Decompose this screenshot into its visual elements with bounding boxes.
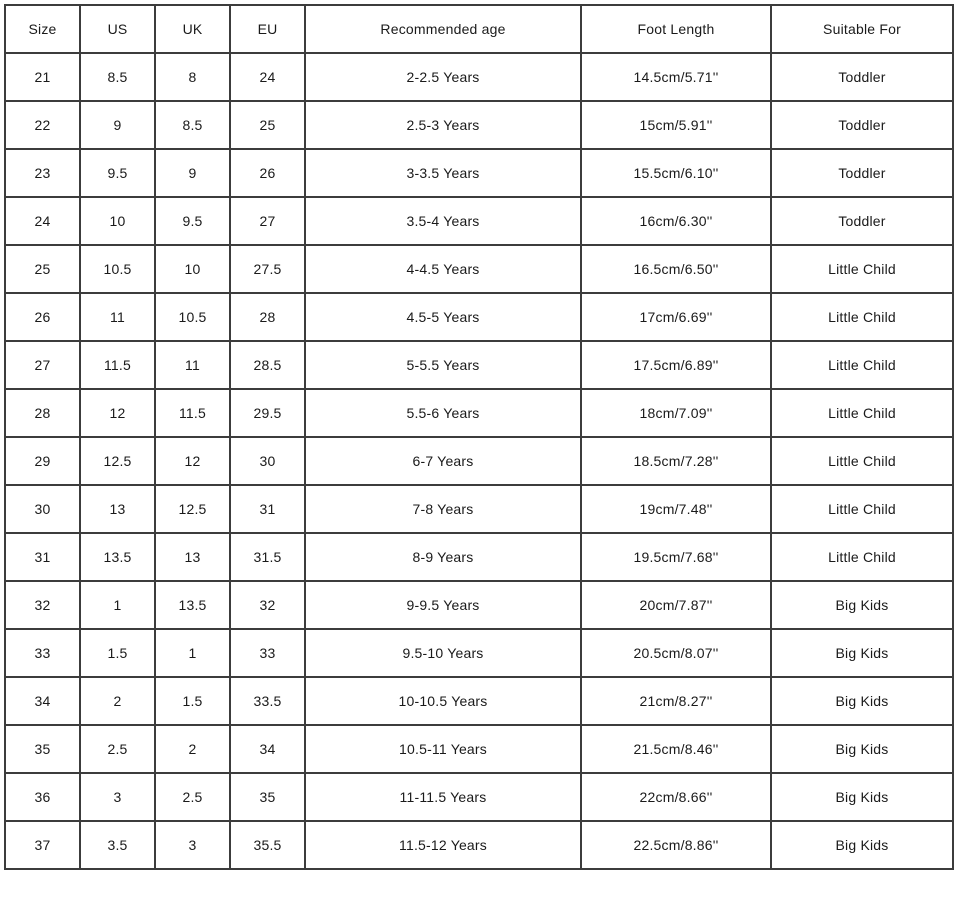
cell-eu: 27 — [230, 197, 305, 245]
cell-uk: 9 — [155, 149, 230, 197]
cell-recommended-age: 10.5-11 Years — [305, 725, 581, 773]
cell-eu: 24 — [230, 53, 305, 101]
cell-eu: 25 — [230, 101, 305, 149]
cell-eu: 28.5 — [230, 341, 305, 389]
cell-recommended-age: 4.5-5 Years — [305, 293, 581, 341]
table-row — [5, 245, 953, 293]
column-header-eu: EU — [230, 5, 305, 53]
cell-suitable-for: Big Kids — [771, 773, 953, 821]
cell-uk: 8 — [155, 53, 230, 101]
cell-foot-length: 14.5cm/5.71'' — [581, 53, 771, 101]
table-row — [5, 437, 953, 485]
cell-size: 26 — [5, 293, 80, 341]
size-chart-body — [5, 53, 953, 869]
cell-size: 31 — [5, 533, 80, 581]
cell-eu: 31.5 — [230, 533, 305, 581]
cell-eu: 32 — [230, 581, 305, 629]
column-header-size: Size — [5, 5, 80, 53]
cell-foot-length: 19cm/7.48'' — [581, 485, 771, 533]
cell-foot-length: 17.5cm/6.89'' — [581, 341, 771, 389]
cell-suitable-for: Little Child — [771, 437, 953, 485]
cell-us: 2 — [80, 677, 155, 725]
cell-eu: 35 — [230, 773, 305, 821]
cell-us: 12.5 — [80, 437, 155, 485]
cell-size: 33 — [5, 629, 80, 677]
cell-foot-length: 16cm/6.30'' — [581, 197, 771, 245]
cell-recommended-age: 6-7 Years — [305, 437, 581, 485]
table-row — [5, 533, 953, 581]
cell-size: 34 — [5, 677, 80, 725]
table-row — [5, 389, 953, 437]
cell-foot-length: 18cm/7.09'' — [581, 389, 771, 437]
cell-uk: 8.5 — [155, 101, 230, 149]
cell-foot-length: 15.5cm/6.10'' — [581, 149, 771, 197]
cell-foot-length: 21.5cm/8.46'' — [581, 725, 771, 773]
size-chart-table — [4, 4, 954, 870]
table-row — [5, 677, 953, 725]
cell-recommended-age: 11.5-12 Years — [305, 821, 581, 869]
cell-eu: 29.5 — [230, 389, 305, 437]
cell-suitable-for: Little Child — [771, 341, 953, 389]
cell-foot-length: 15cm/5.91'' — [581, 101, 771, 149]
cell-size: 36 — [5, 773, 80, 821]
cell-size: 23 — [5, 149, 80, 197]
cell-foot-length: 22cm/8.66'' — [581, 773, 771, 821]
column-header-us: US — [80, 5, 155, 53]
cell-foot-length: 21cm/8.27'' — [581, 677, 771, 725]
cell-size: 21 — [5, 53, 80, 101]
cell-foot-length: 20.5cm/8.07'' — [581, 629, 771, 677]
cell-foot-length: 22.5cm/8.86'' — [581, 821, 771, 869]
cell-us: 1.5 — [80, 629, 155, 677]
cell-size: 25 — [5, 245, 80, 293]
cell-recommended-age: 7-8 Years — [305, 485, 581, 533]
cell-us: 12 — [80, 389, 155, 437]
cell-uk: 12.5 — [155, 485, 230, 533]
table-row — [5, 821, 953, 869]
column-header-suitable-for: Suitable For — [771, 5, 953, 53]
cell-recommended-age: 5-5.5 Years — [305, 341, 581, 389]
cell-size: 35 — [5, 725, 80, 773]
cell-suitable-for: Toddler — [771, 149, 953, 197]
cell-size: 32 — [5, 581, 80, 629]
cell-suitable-for: Little Child — [771, 533, 953, 581]
cell-recommended-age: 3.5-4 Years — [305, 197, 581, 245]
column-header-recommended-age: Recommended age — [305, 5, 581, 53]
cell-us: 13.5 — [80, 533, 155, 581]
cell-size: 24 — [5, 197, 80, 245]
cell-uk: 2.5 — [155, 773, 230, 821]
table-row — [5, 101, 953, 149]
cell-size: 29 — [5, 437, 80, 485]
cell-uk: 1.5 — [155, 677, 230, 725]
cell-us: 13 — [80, 485, 155, 533]
cell-recommended-age: 11-11.5 Years — [305, 773, 581, 821]
cell-size: 30 — [5, 485, 80, 533]
cell-eu: 28 — [230, 293, 305, 341]
table-row — [5, 629, 953, 677]
cell-recommended-age: 9-9.5 Years — [305, 581, 581, 629]
cell-recommended-age: 2-2.5 Years — [305, 53, 581, 101]
cell-foot-length: 17cm/6.69'' — [581, 293, 771, 341]
cell-suitable-for: Little Child — [771, 245, 953, 293]
cell-recommended-age: 3-3.5 Years — [305, 149, 581, 197]
table-row — [5, 197, 953, 245]
cell-uk: 2 — [155, 725, 230, 773]
cell-uk: 3 — [155, 821, 230, 869]
cell-size: 37 — [5, 821, 80, 869]
cell-uk: 10 — [155, 245, 230, 293]
cell-suitable-for: Big Kids — [771, 629, 953, 677]
cell-us: 2.5 — [80, 725, 155, 773]
cell-eu: 33 — [230, 629, 305, 677]
cell-suitable-for: Little Child — [771, 293, 953, 341]
cell-size: 22 — [5, 101, 80, 149]
cell-foot-length: 20cm/7.87'' — [581, 581, 771, 629]
table-row — [5, 53, 953, 101]
cell-uk: 10.5 — [155, 293, 230, 341]
table-row — [5, 773, 953, 821]
cell-us: 9.5 — [80, 149, 155, 197]
cell-uk: 13 — [155, 533, 230, 581]
cell-recommended-age: 2.5-3 Years — [305, 101, 581, 149]
cell-eu: 31 — [230, 485, 305, 533]
cell-suitable-for: Toddler — [771, 53, 953, 101]
cell-uk: 12 — [155, 437, 230, 485]
cell-us: 11 — [80, 293, 155, 341]
cell-suitable-for: Little Child — [771, 485, 953, 533]
cell-us: 10 — [80, 197, 155, 245]
cell-us: 9 — [80, 101, 155, 149]
cell-us: 1 — [80, 581, 155, 629]
cell-eu: 35.5 — [230, 821, 305, 869]
cell-recommended-age: 8-9 Years — [305, 533, 581, 581]
cell-recommended-age: 4-4.5 Years — [305, 245, 581, 293]
cell-foot-length: 18.5cm/7.28'' — [581, 437, 771, 485]
table-row — [5, 725, 953, 773]
cell-suitable-for: Big Kids — [771, 821, 953, 869]
cell-foot-length: 16.5cm/6.50'' — [581, 245, 771, 293]
cell-uk: 11.5 — [155, 389, 230, 437]
cell-eu: 26 — [230, 149, 305, 197]
column-header-uk: UK — [155, 5, 230, 53]
cell-suitable-for: Big Kids — [771, 677, 953, 725]
table-row — [5, 581, 953, 629]
cell-uk: 13.5 — [155, 581, 230, 629]
table-row — [5, 341, 953, 389]
cell-size: 27 — [5, 341, 80, 389]
cell-suitable-for: Toddler — [771, 101, 953, 149]
header-row — [5, 5, 953, 53]
cell-eu: 27.5 — [230, 245, 305, 293]
table-row — [5, 149, 953, 197]
cell-foot-length: 19.5cm/7.68'' — [581, 533, 771, 581]
cell-eu: 30 — [230, 437, 305, 485]
cell-size: 28 — [5, 389, 80, 437]
cell-eu: 34 — [230, 725, 305, 773]
cell-recommended-age: 5.5-6 Years — [305, 389, 581, 437]
cell-recommended-age: 9.5-10 Years — [305, 629, 581, 677]
column-header-foot-length: Foot Length — [581, 5, 771, 53]
cell-uk: 1 — [155, 629, 230, 677]
cell-us: 3 — [80, 773, 155, 821]
cell-suitable-for: Big Kids — [771, 725, 953, 773]
size-chart-header — [5, 5, 953, 53]
cell-us: 11.5 — [80, 341, 155, 389]
table-row — [5, 485, 953, 533]
table-row — [5, 293, 953, 341]
cell-eu: 33.5 — [230, 677, 305, 725]
cell-us: 3.5 — [80, 821, 155, 869]
size-chart-container — [4, 4, 954, 870]
cell-us: 10.5 — [80, 245, 155, 293]
cell-suitable-for: Toddler — [771, 197, 953, 245]
cell-suitable-for: Little Child — [771, 389, 953, 437]
cell-uk: 11 — [155, 341, 230, 389]
cell-uk: 9.5 — [155, 197, 230, 245]
cell-suitable-for: Big Kids — [771, 581, 953, 629]
cell-recommended-age: 10-10.5 Years — [305, 677, 581, 725]
cell-us: 8.5 — [80, 53, 155, 101]
